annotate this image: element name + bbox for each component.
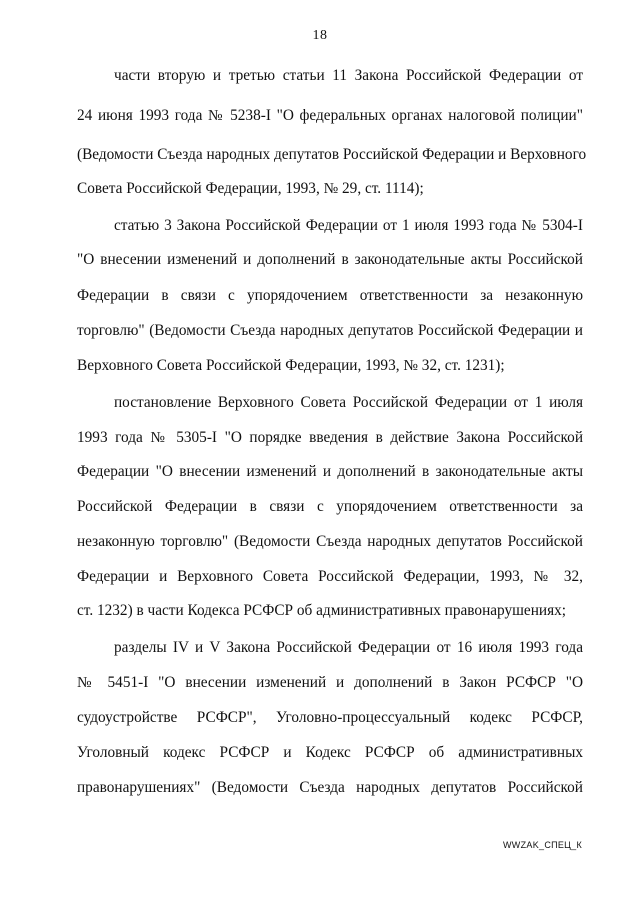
text-line: Совета Российской Федерации, 1993, № 29, ст. 1114); — [77, 180, 424, 197]
text-line: № 5451-I "О внесении изменений и дополнений в Закон РСФСР "О — [77, 674, 583, 691]
text-line: постановление Верховного Совета Российской Федерации от 1 июля — [114, 394, 583, 411]
page-number: 18 — [312, 28, 328, 43]
text-line: торговлю" (Ведомости Съезда народных депутатов Российской Федерации и — [77, 322, 583, 339]
text-line: ст. 1232) в части Кодекса РСФСР об административных правонарушениях; — [77, 602, 567, 619]
text-line: Федерации в связи с упорядочением ответственности за незаконную — [77, 287, 583, 304]
text-line: 1993 года № 5305-I "О порядке введения в действие Закона Российской — [77, 429, 583, 446]
text-line: Уголовный кодекс РСФСР и Кодекс РСФСР об административных — [77, 744, 583, 761]
text-line: "О внесении изменений и дополнений в законодательные акты Российской — [77, 251, 583, 268]
text-line: судоустройстве РСФСР", Уголовно-процессуальный кодекс РСФСР, — [77, 709, 583, 726]
text-line: незаконную торговлю" (Ведомости Съезда народных депутатов Российской — [77, 533, 583, 550]
text-line: статью 3 Закона Российской Федерации от 1 июля 1993 года № 5304-I — [114, 217, 583, 234]
text-line: 24 июня 1993 года № 5238-I "О федеральных органах налоговой полиции" — [77, 107, 583, 124]
text-line: Федерации и Верховного Совета Российской Федерации, 1993, № 32, — [77, 568, 583, 585]
text-line: Верховного Совета Российской Федерации, 1993, № 32, ст. 1231); — [77, 357, 505, 374]
text-line: Федерации "О внесении изменений и дополнений в законодательные акты — [77, 463, 583, 480]
text-line: Российской Федерации в связи с упорядочением ответственности за — [77, 498, 583, 515]
text-line: части вторую и третью статьи 11 Закона Российской Федерации от — [114, 67, 583, 84]
text-line: (Ведомости Съезда народных депутатов Российской Федерации и Верховного — [77, 146, 587, 163]
text-line: разделы IV и V Закона Российской Федерации от 16 июля 1993 года — [114, 639, 583, 656]
document-code-footer: WWZAK_СПЕЦ_К — [503, 840, 582, 850]
text-line: правонарушениях" (Ведомости Съезда народных депутатов Российской — [77, 779, 583, 796]
